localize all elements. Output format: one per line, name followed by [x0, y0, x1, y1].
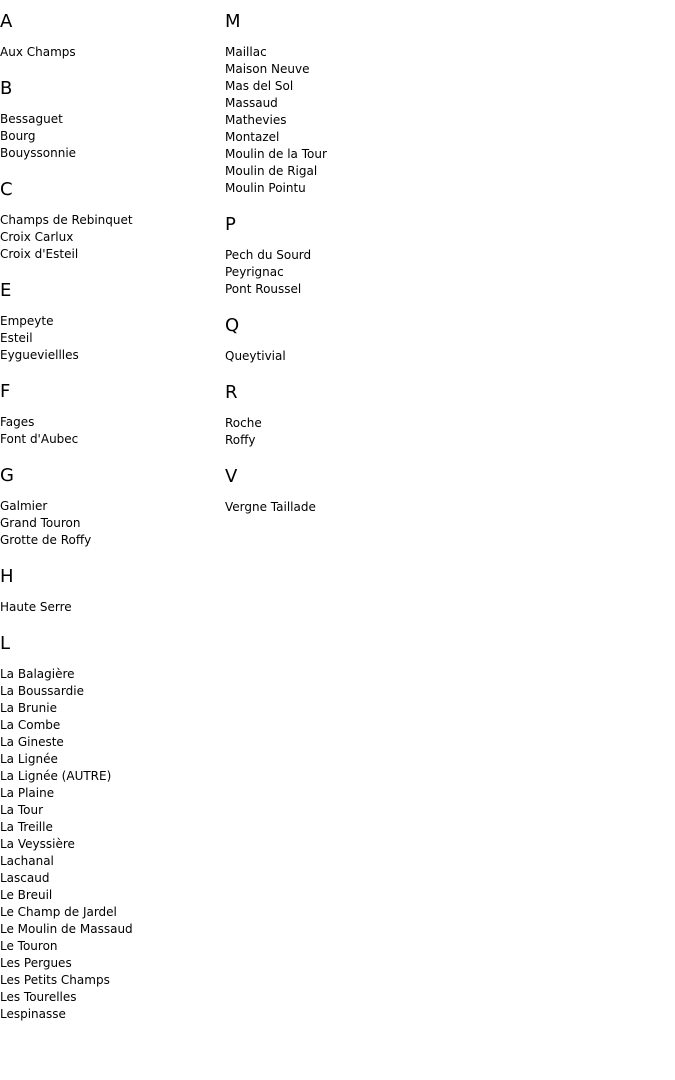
place-name: Mas del Sol: [225, 79, 294, 93]
letter-group: [0, 77, 220, 178]
place-name: Lascaud: [0, 871, 50, 885]
place-name: Massaud: [225, 96, 278, 110]
place-name: Maillac: [225, 45, 267, 59]
place-name: Lachanal: [0, 854, 54, 868]
place-name: Pont Roussel: [225, 282, 302, 296]
group-spacer: [0, 364, 220, 380]
index-right-column: [225, 10, 525, 532]
place-name: Moulin de la Tour: [225, 147, 327, 161]
group-spacer: [225, 449, 525, 465]
letter-group: [0, 380, 220, 464]
place-name: Grotte de Roffy: [0, 533, 92, 547]
place-name: Empeyte: [0, 314, 54, 328]
place-name: Grand Touron: [0, 516, 81, 530]
group-spacer: [0, 616, 220, 632]
place-name: Les Tourelles: [0, 990, 77, 1004]
letter-group: [0, 464, 220, 565]
letter-heading: V: [225, 466, 238, 487]
place-name: La Lignée: [0, 752, 58, 766]
place-name: La Gineste: [0, 735, 64, 749]
group-spacer: [225, 197, 525, 213]
letter-group: [0, 10, 220, 77]
letter-group: [225, 381, 525, 465]
place-name: Font d'Aubec: [0, 432, 79, 446]
letter-group: [225, 213, 525, 314]
place-name: Montazel: [225, 130, 280, 144]
place-name: Le Touron: [0, 939, 58, 953]
place-name: La Veyssière: [0, 837, 75, 851]
place-list: [0, 101, 220, 162]
group-spacer: [225, 516, 525, 532]
place-list: [225, 338, 525, 365]
place-name: Moulin de Rigal: [225, 164, 318, 178]
index-left-column: [0, 10, 220, 1039]
place-name: Lespinasse: [0, 1007, 66, 1021]
place-name: La Combe: [0, 718, 61, 732]
place-list: [0, 656, 220, 1023]
letter-heading: G: [0, 465, 14, 486]
letter-heading: M: [225, 11, 241, 32]
group-spacer: [0, 61, 220, 77]
place-name: Esteil: [0, 331, 33, 345]
letter-heading: Q: [225, 315, 240, 336]
place-name: Haute Serre: [0, 600, 72, 614]
place-name: Mathevies: [225, 113, 287, 127]
place-name: La Boussardie: [0, 684, 84, 698]
group-spacer: [0, 162, 220, 178]
place-list: [225, 405, 525, 449]
place-list: [0, 303, 220, 364]
place-name: Peyrignac: [225, 265, 284, 279]
letter-heading: F: [0, 381, 11, 402]
place-name: Aux Champs: [0, 45, 76, 59]
group-spacer: [225, 365, 525, 381]
letter-group: [225, 10, 525, 213]
group-spacer: [225, 298, 525, 314]
letter-heading: H: [0, 566, 14, 587]
place-name: La Brunie: [0, 701, 57, 715]
letter-group: [0, 178, 220, 279]
place-name: Champs de Rebinquet: [0, 213, 133, 227]
letter-heading: E: [0, 280, 12, 301]
place-name: Maison Neuve: [225, 62, 310, 76]
place-list: [0, 34, 220, 61]
place-name: Queytivial: [225, 349, 286, 363]
place-name: Les Pergues: [0, 956, 72, 970]
place-name: Vergne Taillade: [225, 500, 316, 514]
place-list: [225, 34, 525, 197]
letter-heading: P: [225, 214, 236, 235]
letter-heading: B: [0, 78, 13, 99]
place-name: Fages: [0, 415, 35, 429]
place-name: Bourg: [0, 129, 36, 143]
place-name: Bessaguet: [0, 112, 63, 126]
place-name: Croix d'Esteil: [0, 247, 79, 261]
place-name: Le Champ de Jardel: [0, 905, 117, 919]
letter-heading: C: [0, 179, 13, 200]
group-spacer: [0, 549, 220, 565]
letter-group: [0, 632, 220, 1039]
letter-heading: R: [225, 382, 238, 403]
place-name: La Balagière: [0, 667, 75, 681]
letter-group: [0, 279, 220, 380]
place-list: [225, 489, 525, 516]
place-name: La Plaine: [0, 786, 55, 800]
place-name: Bouyssonnie: [0, 146, 77, 160]
place-name: Eygueviellles: [0, 348, 79, 362]
place-list: [0, 488, 220, 549]
letter-heading: L: [0, 633, 11, 654]
place-name: La Lignée (AUTRE): [0, 769, 112, 783]
letter-heading: A: [0, 11, 13, 32]
place-name: Roffy: [225, 433, 256, 447]
group-spacer: [0, 448, 220, 464]
place-name: La Tour: [0, 803, 44, 817]
group-spacer: [0, 1023, 220, 1039]
place-name: Croix Carlux: [0, 230, 74, 244]
place-list: [0, 202, 220, 263]
place-name: Galmier: [0, 499, 48, 513]
place-list: [0, 589, 220, 616]
letter-group: [225, 314, 525, 381]
place-name: Le Moulin de Massaud: [0, 922, 133, 936]
place-name: La Treille: [0, 820, 53, 834]
place-name: Moulin Pointu: [225, 181, 306, 195]
group-spacer: [0, 263, 220, 279]
letter-group: [0, 565, 220, 632]
place-name: Le Breuil: [0, 888, 53, 902]
place-name: Roche: [225, 416, 262, 430]
letter-group: [225, 465, 525, 532]
place-name: Pech du Sourd: [225, 248, 312, 262]
place-list: [0, 404, 220, 448]
place-name: Les Petits Champs: [0, 973, 110, 987]
place-list: [225, 237, 525, 298]
